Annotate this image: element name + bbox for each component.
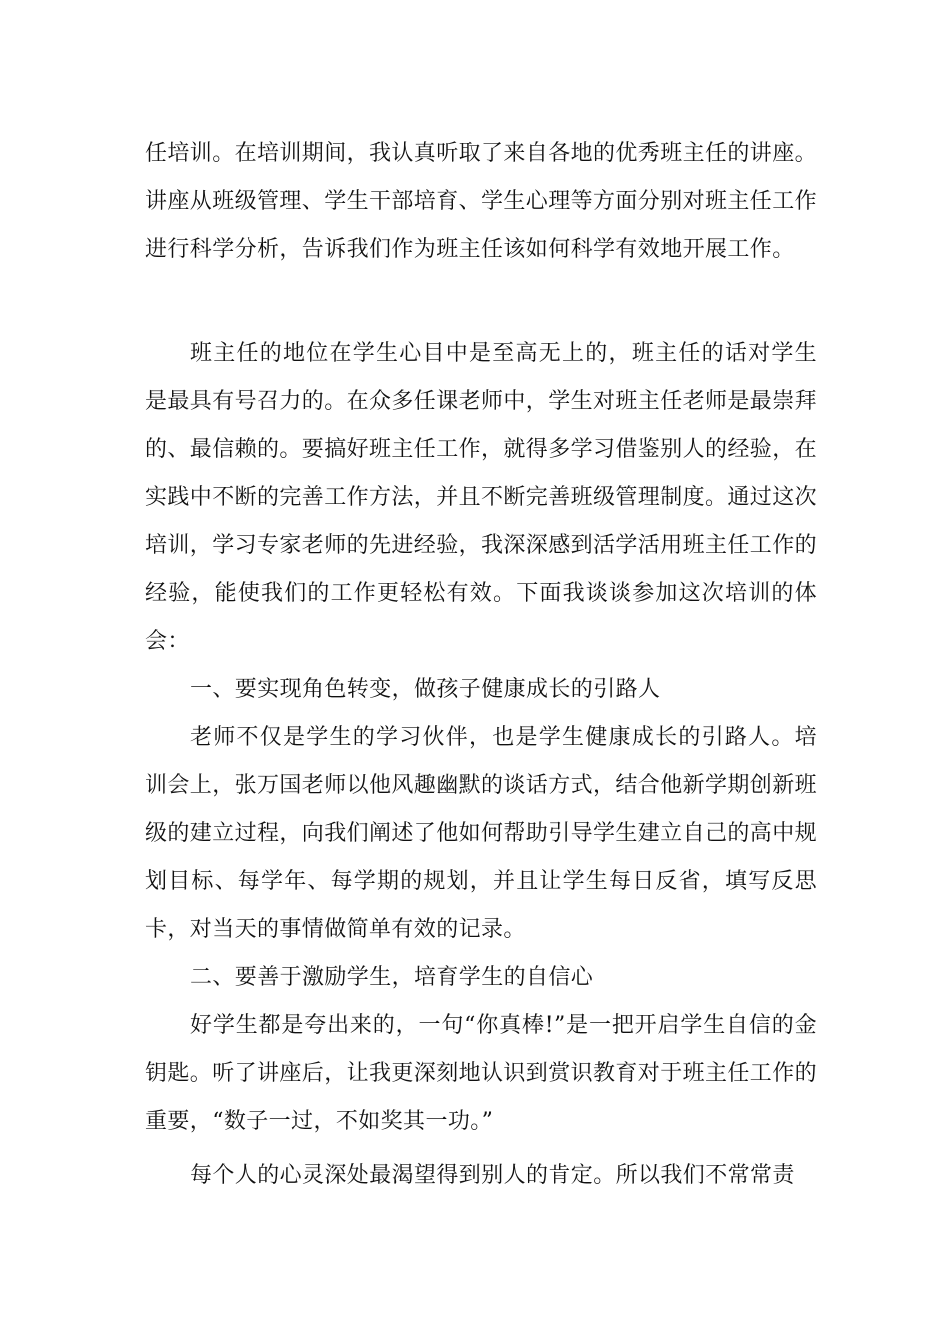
- paragraph-intro: 班主任的地位在学生心目中是至高无上的，班主任的话对学生是最具有号召力的。在众多任课老师中，学生对班主任老师是最崇拜的、最信赖的。要搞好班主任工作，就得多学习借鉴别人的经验，在实践中不断的完善工作方法，并且不断完善班级管理制度。通过这次培训，学习专家老师的先进经验，我深深感到活学活用班主任工作的经验，能使我们的工作更轻松有效。下面我谈谈参加这次培训的体会：: [145, 341, 818, 654]
- section-heading-1: 一、要实现角色转变，做孩子健康成长的引路人: [190, 677, 661, 702]
- paragraph-section-1: 老师不仅是学生的学习伙伴，也是学生健康成长的引路人。培训会上，张万国老师以他风趣幽默的谈话方式，结合他新学期创新班级的建立过程，向我们阐述了他如何帮助引导学生建立自己的高中规划目标、每学年、每学期的规划，并且让学生每日反省，填写反思卡，对当天的事情做简单有效的记录。: [145, 725, 818, 942]
- text-section-top: [145, 130, 817, 274]
- paragraph-section-2: 好学生都是夸出来的，一句“你真棒!”是一把开启学生自信的金钥匙。听了讲座后，让我更深刻地认识到赏识教育对于班主任工作的重要，“数子一过，不如奖其一功。”: [145, 1013, 818, 1134]
- section-heading-2: 二、要善于激励学生，培育学生的自信心: [190, 965, 594, 990]
- paragraph-final: 每个人的心灵深处最渴望得到别人的肯定。所以我们不常常责: [190, 1163, 795, 1188]
- text-section-main: [145, 330, 817, 1200]
- paragraph-continuation: 任培训。在培训期间，我认真听取了来自各地的优秀班主任的讲座。讲座从班级管理、学生干部培育、学生心理等方面分别对班主任工作进行科学分析，告诉我们作为班主任该如何科学有效地开展工作。: [145, 141, 818, 262]
